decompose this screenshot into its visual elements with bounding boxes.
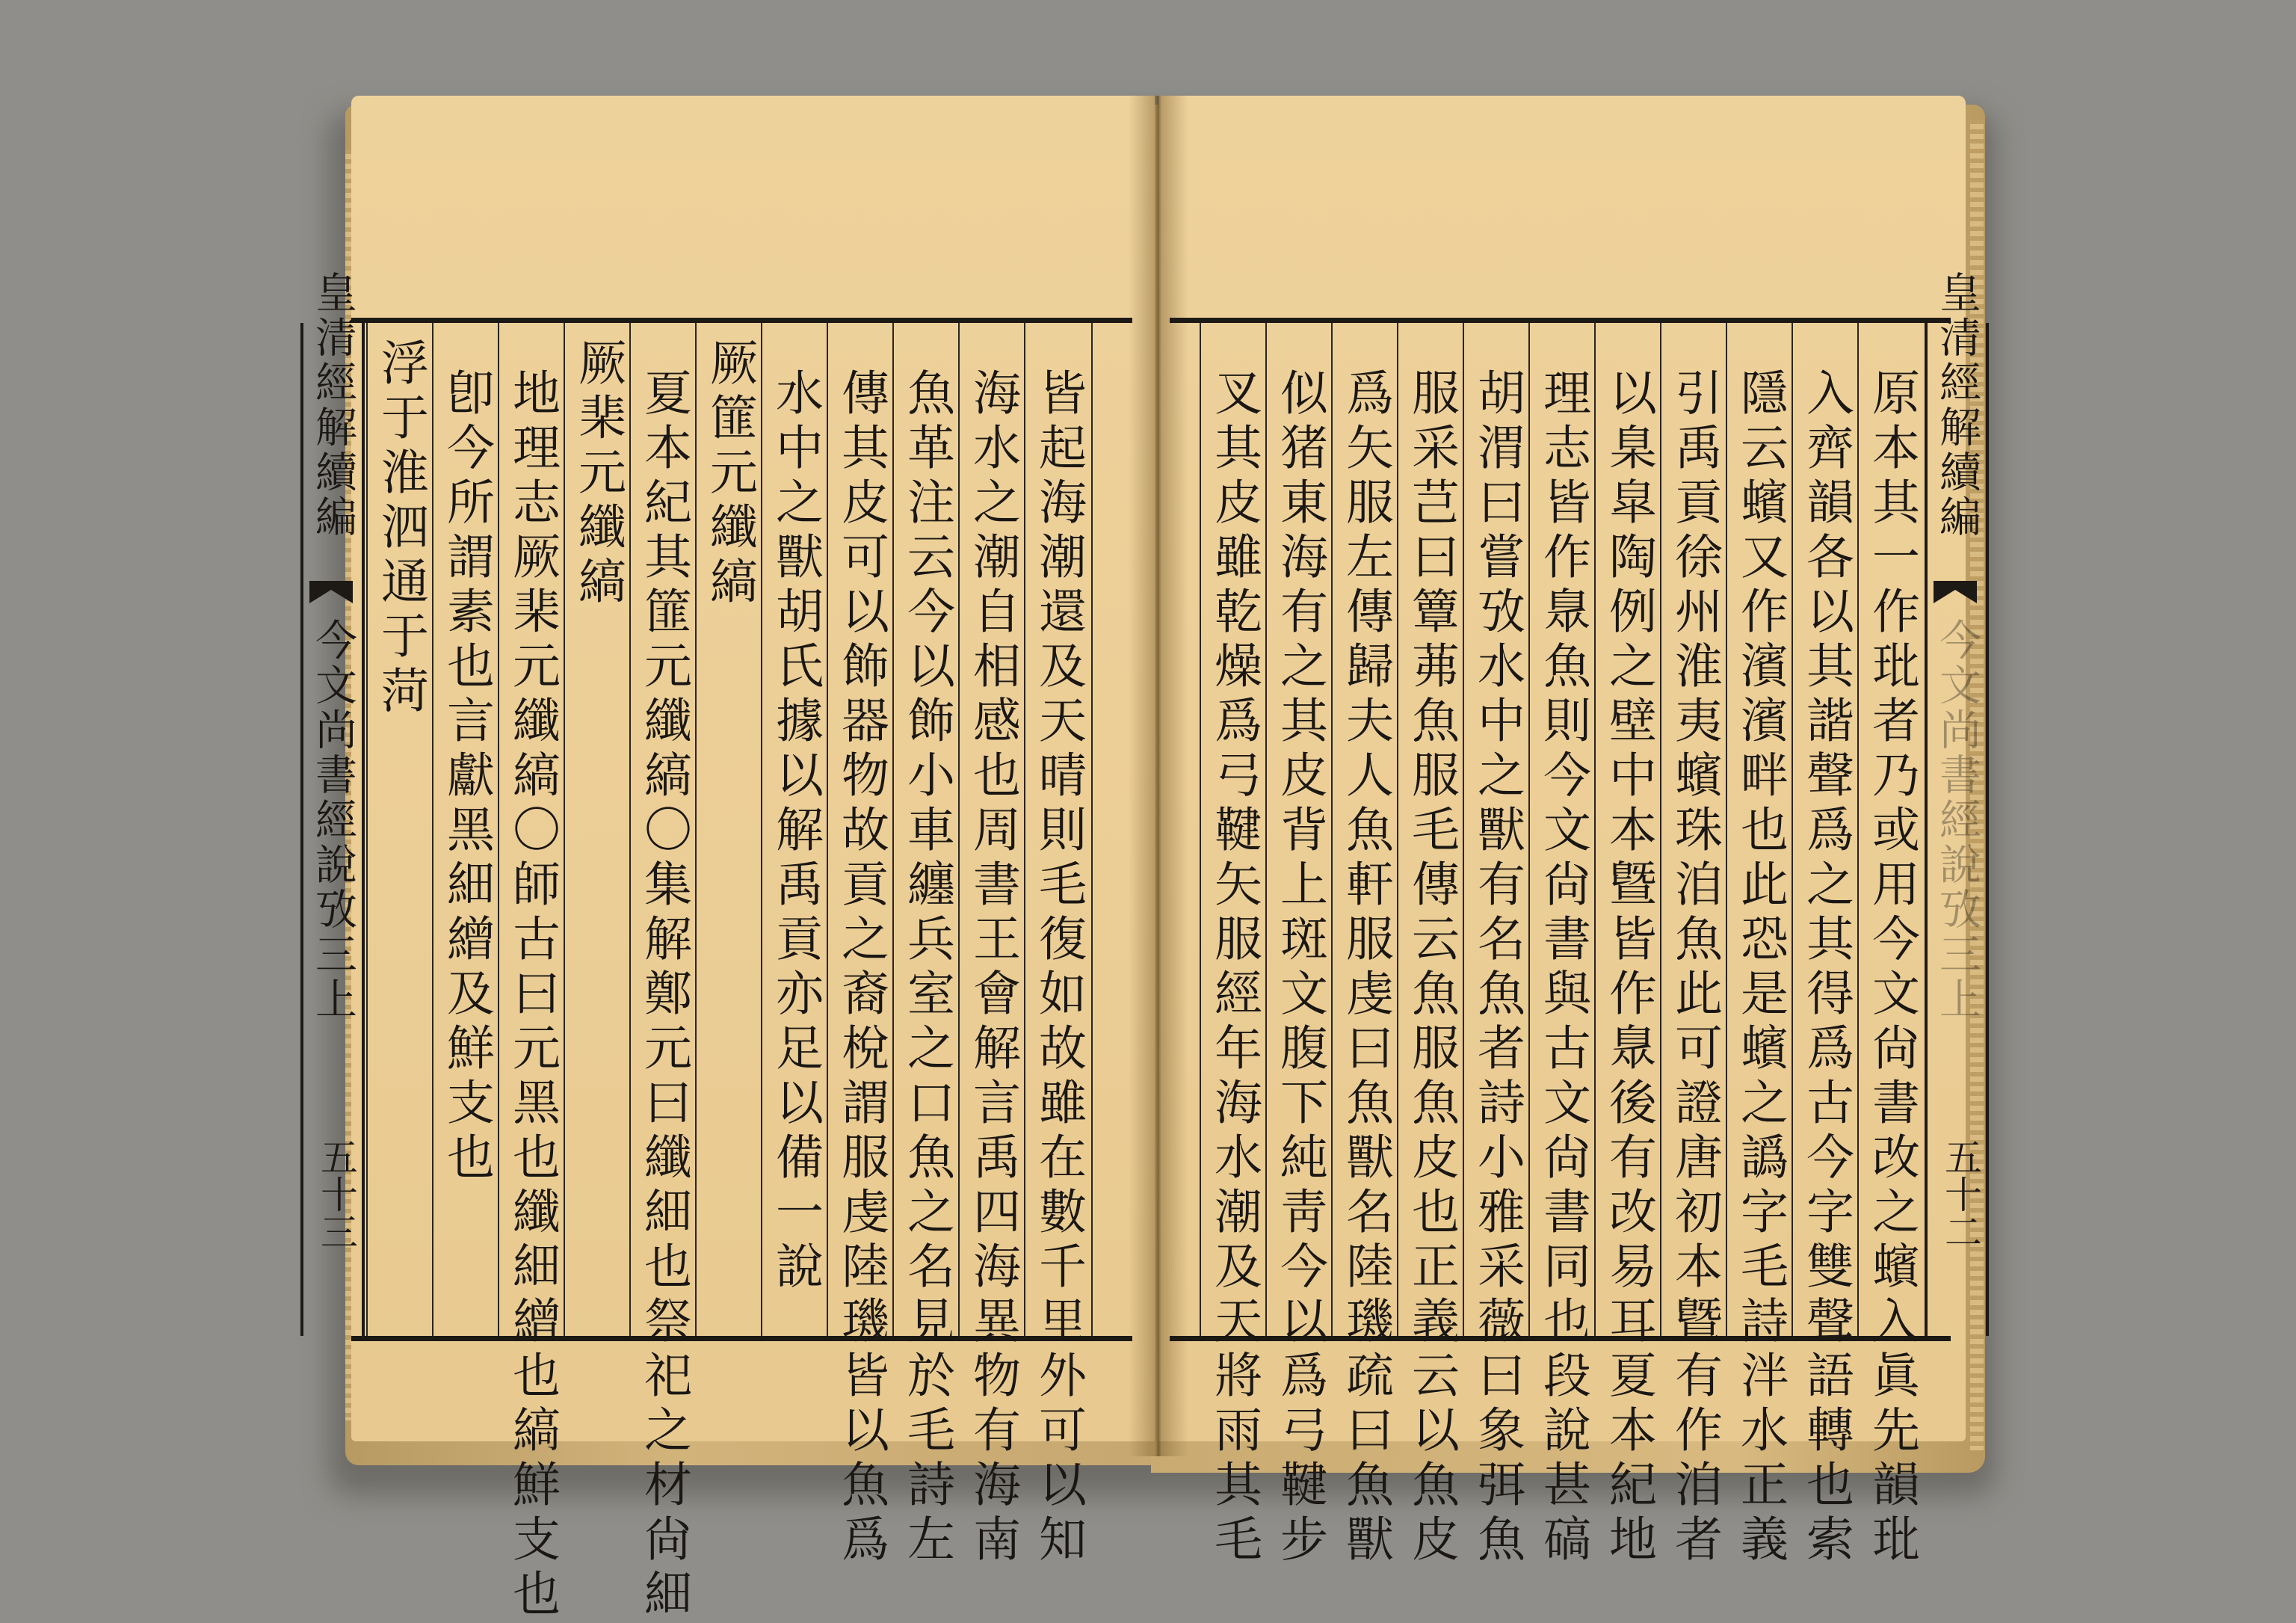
margin-subtitle: 今文尚書經說攷三上 [309, 618, 357, 1022]
folio-number: 五十二 [1939, 1138, 1982, 1250]
right-column-11 [1857, 323, 1926, 1568]
left-column-11 [1024, 323, 1093, 1568]
right-column-text: 叉其皮雖乾燥爲弓鞬矢服經年海水潮及天將雨其毛 [1206, 368, 1262, 1568]
left-column-text: 夏本紀其篚元纖縞〇集解鄭元曰纖細也祭祀之材尙細 [636, 368, 691, 1623]
fish-tail-ornament [309, 581, 353, 603]
left-column-text: 厥篚元纖縞 [702, 338, 757, 611]
margin-subtitle: 今文尚書經說攷三上 [1933, 618, 1981, 1022]
right-column-4 [1397, 323, 1464, 1568]
right-text-frame [1170, 271, 1982, 1568]
right-column-text: 入齊韻各以其諧聲爲之其得爲古今字雙聲語轉也索 [1798, 368, 1854, 1568]
right-column-text: 原本其一作玭者乃或用今文尙書改之蠙入眞先韻玭 [1864, 368, 1919, 1568]
left-column-text: 地理志厥棐元纖縞〇師古曰元黑也纖細繒也縞鮮支也 [504, 368, 560, 1623]
right-column-text: 以臬皐陶例之壁中本曁皆作臮後有改易耳夏本紀地 [1601, 368, 1656, 1568]
right-column-text: 隱云蠙又作濱濱畔也此恐是蠙之譌字毛詩泮水正義 [1732, 368, 1788, 1568]
left-column-2 [432, 323, 499, 1336]
left-column-5 [629, 323, 697, 1623]
left-column-9 [892, 323, 960, 1568]
left-column-text: 浮于淮泗通于菏 [373, 338, 428, 720]
right-column-text: 理志皆作臮魚則今文尙書與古文尙書同也段說甚碻 [1535, 368, 1590, 1568]
right-column-2 [1265, 323, 1333, 1568]
left-column-text: 傳其皮可以飾器物故貢之裔梲謂服虔陸璣皆以魚爲 [833, 368, 889, 1568]
right-column-7 [1594, 323, 1661, 1568]
fish-tail-ornament [1934, 581, 1977, 603]
left-column-10 [958, 323, 1025, 1568]
right-column-text: 服采芑曰簟茀魚服毛傳云魚服魚皮也正義云以魚皮 [1404, 368, 1459, 1568]
right-column-5 [1463, 323, 1530, 1568]
right-column-3 [1331, 323, 1398, 1568]
right-margin-column [1925, 271, 1989, 1336]
left-column-7 [761, 323, 828, 1336]
left-column-text: 魚革注云今以飾小車纏兵室之口魚之名見於毛詩左 [899, 368, 954, 1568]
right-column-6 [1528, 323, 1596, 1568]
right-column-9 [1726, 323, 1793, 1568]
right-column-text: 引禹貢徐州淮夷蠙珠洎魚此可證唐初本曁有作洎者 [1667, 368, 1722, 1568]
right-column-10 [1792, 323, 1859, 1568]
left-column-4 [564, 323, 631, 1336]
margin-title: 皇清經解續編 [1933, 271, 1981, 540]
left-column-6 [695, 323, 762, 1336]
right-column-8 [1660, 323, 1727, 1568]
left-column-text: 卽今所謂素也言獻黑細繒及鮮支也 [439, 368, 494, 1186]
left-column-text: 水中之獸胡氏據以解禹貢亦足以備一說 [768, 368, 823, 1296]
right-column-text: 爲矢服左傳歸夫人魚軒服虔曰魚獸名陸璣疏曰魚獸 [1338, 368, 1393, 1568]
left-column-3 [498, 323, 565, 1623]
left-column-8 [827, 323, 894, 1568]
left-column-text: 海水之潮自相感也周書王會解言禹四海異物有海南 [965, 368, 1020, 1568]
right-column-1 [1200, 323, 1267, 1568]
right-column-text: 似猪東海有之其皮背上斑文腹下純靑今以爲弓鞬步 [1272, 368, 1327, 1568]
margin-title: 皇清經解續編 [309, 271, 357, 540]
right-column-text: 胡渭曰嘗攷水中之獸有名魚者詩小雅采薇曰象弭魚 [1469, 368, 1525, 1568]
folio-number: 五十三 [315, 1138, 358, 1250]
left-margin-column [300, 271, 365, 1336]
left-text-frame [309, 271, 1132, 1623]
left-column-text: 皆起海潮還及天晴則毛復如故雖在數千里外可以知 [1031, 368, 1086, 1568]
left-column-text: 厥棐元纖縞 [570, 338, 626, 611]
left-column-1 [366, 323, 433, 1336]
